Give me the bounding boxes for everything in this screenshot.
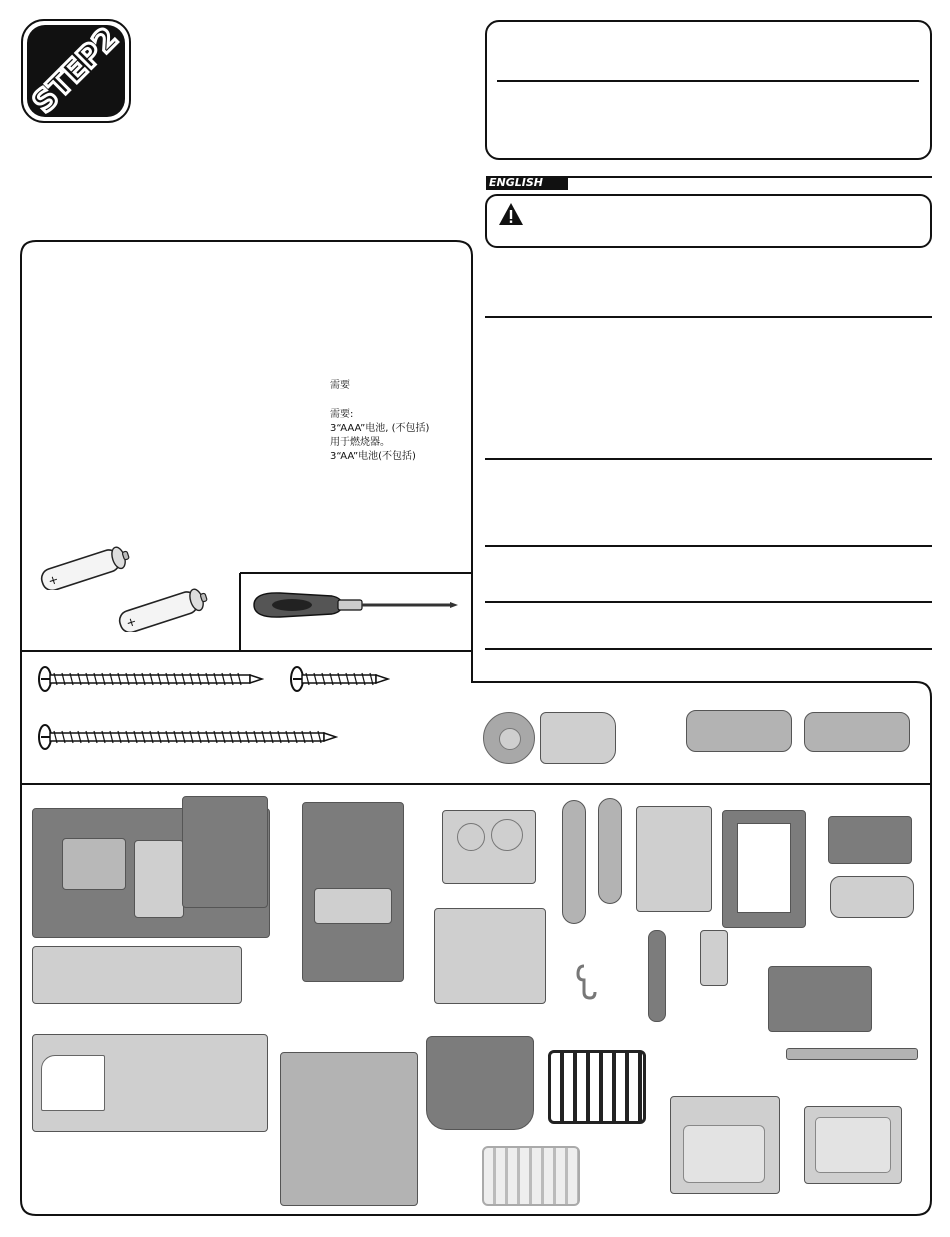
title-box (485, 20, 932, 160)
logo-text: STEP2 (25, 20, 126, 121)
tools-label: 需要: (330, 409, 354, 420)
rod-part (786, 1048, 918, 1060)
battery-line-1: 3“AAA”电池, (不包括) (330, 423, 430, 434)
svg-text:+: + (124, 613, 139, 631)
panel-part (434, 908, 546, 1004)
handle-part (562, 800, 586, 924)
handle-part (598, 798, 622, 904)
language-tag: ENGLISH (486, 176, 568, 190)
screw-icon (38, 722, 338, 752)
svg-text:+: + (46, 571, 61, 589)
rear-cabinet-part (280, 1052, 418, 1206)
step2-logo (20, 18, 132, 124)
battery-line-3: 3“AA”电池(不包括) (330, 451, 416, 462)
tray-part (804, 1106, 902, 1184)
screwdriver-icon (250, 588, 462, 622)
stand-part (830, 876, 914, 918)
battery-line-2: 用于燃烧器。 (330, 437, 390, 448)
faucet-part (648, 930, 666, 1022)
block-part (828, 816, 912, 864)
backsplash-part (32, 946, 242, 1004)
cabinet-drawer (314, 888, 392, 924)
battery-icon (112, 588, 212, 632)
door-panel-part (636, 806, 712, 912)
grill-rack-part (548, 1050, 646, 1124)
hutch-part (182, 796, 268, 908)
screw-icon (290, 664, 390, 694)
cord-part (700, 930, 728, 986)
tools-heading: 需要 (330, 380, 350, 391)
bracket-part (686, 710, 792, 752)
shelf-part (134, 840, 184, 918)
screw-icon (38, 664, 264, 694)
back-panel-part (768, 966, 872, 1032)
hook-part (576, 962, 598, 1002)
battery-icon (34, 546, 134, 590)
cooktop-part (442, 810, 536, 884)
rack-part (482, 1146, 580, 1206)
hood-part (426, 1036, 534, 1130)
knob-part (483, 712, 535, 764)
side-panel-part (32, 1034, 268, 1132)
title-divider (497, 80, 919, 82)
sink-part (670, 1096, 780, 1194)
oven-window (62, 838, 126, 890)
bracket-part (804, 712, 910, 752)
frame-part (722, 810, 806, 928)
warning-triangle-icon (498, 202, 524, 226)
cup-part (540, 712, 616, 764)
language-rule (568, 176, 932, 178)
